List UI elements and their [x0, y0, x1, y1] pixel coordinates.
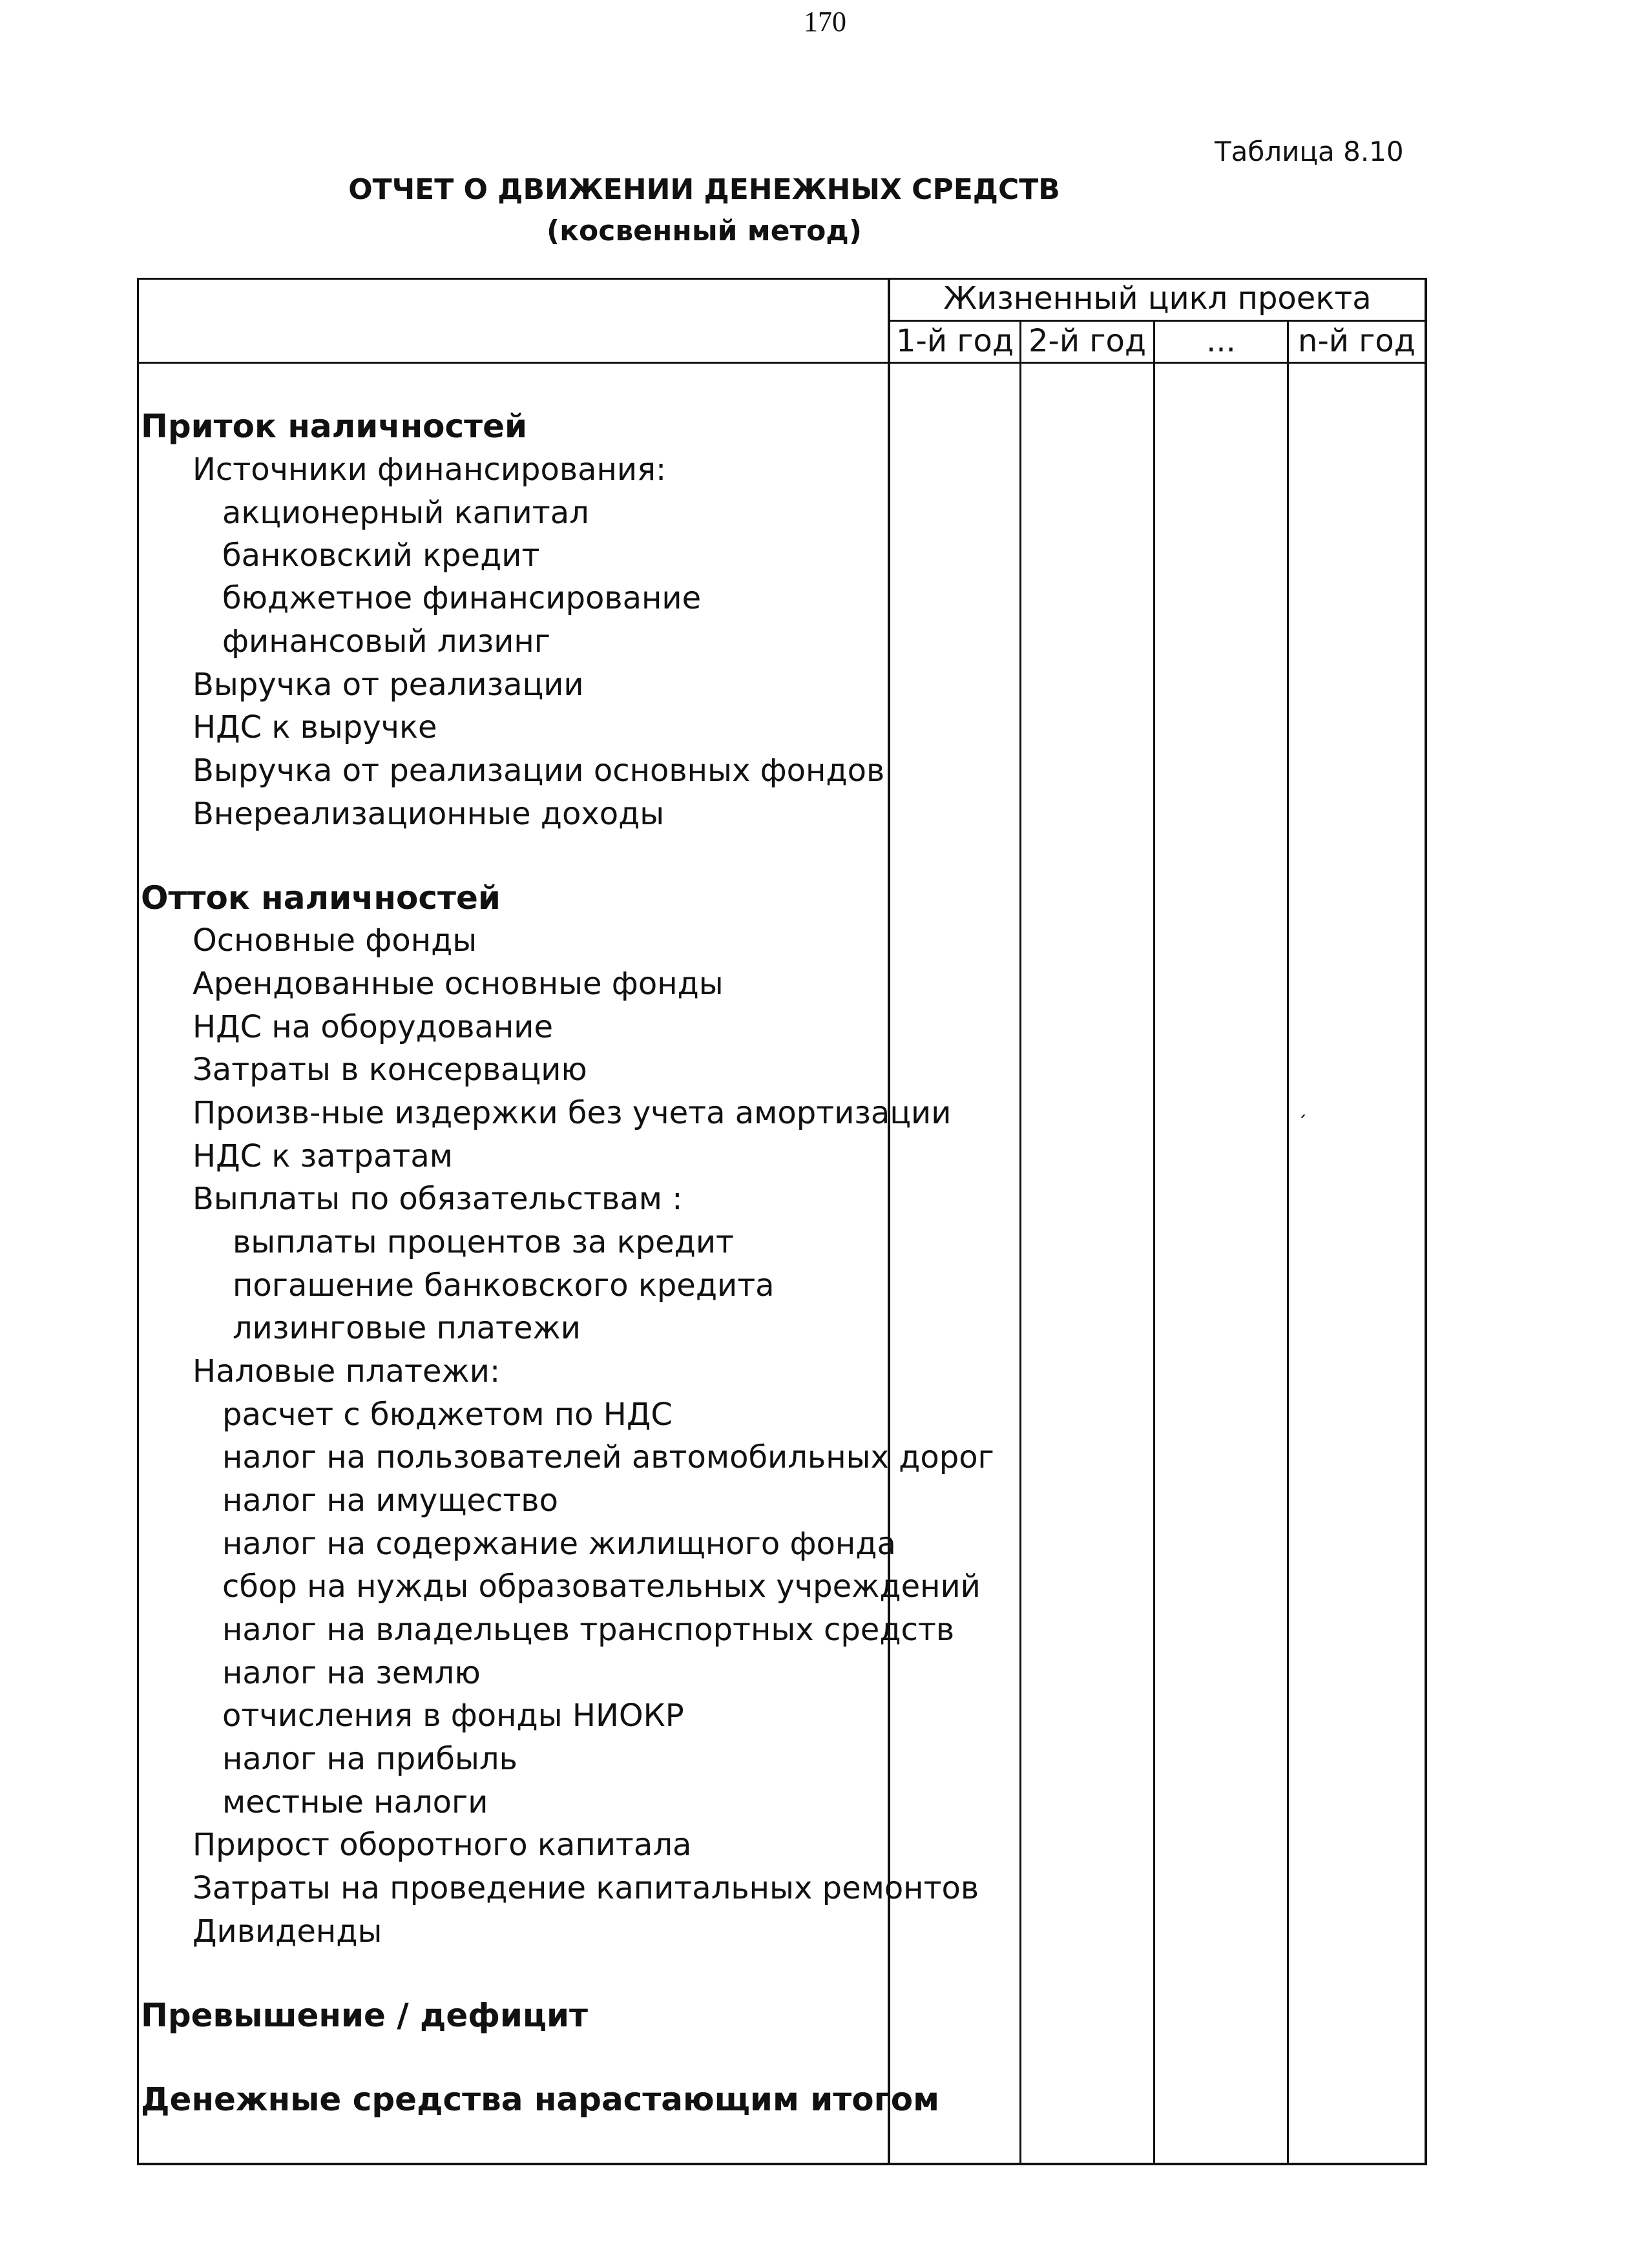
table-row-label: налог на содержание жилищного фонда: [222, 1526, 896, 1562]
table-row-label: Выплаты по обязательствам :: [193, 1181, 683, 1217]
table-row-label: Внереализационные доходы: [193, 796, 665, 832]
table-row-label: налог на пользователей автомобильных дорог: [222, 1439, 994, 1475]
table-row-label: Арендованные основные фонды: [193, 966, 724, 1002]
table-row-label: бюджетное финансирование: [222, 580, 702, 616]
table-row-label: НДС к выручке: [193, 709, 437, 745]
title-line-1: ОТЧЕТ О ДВИЖЕНИИ ДЕНЕЖНЫХ СРЕДСТВ: [348, 173, 1060, 206]
column-header-year-1: 1-й год: [895, 323, 1014, 359]
table-row-label: налог на землю: [222, 1655, 481, 1691]
table-row-label: банковский кредит: [222, 537, 540, 574]
table-row-label: налог на имущество: [222, 1483, 558, 1519]
section-heading: Отток наличностей: [141, 879, 501, 917]
table-row-label: налог на владельцев транспортных средств: [222, 1612, 955, 1648]
column-divider-1: [1019, 320, 1021, 2164]
table-row-label: сбор на нужды образовательных учреждений: [222, 1568, 981, 1605]
table-row-label: Основные фонды: [193, 922, 477, 959]
header-divider-bottom: [137, 362, 1426, 364]
table-border-left: [137, 278, 139, 2165]
table-row-label: Источники финансирования:: [193, 452, 667, 488]
header-life-cycle: Жизненный цикл проекта: [943, 280, 1372, 317]
page-number: 170: [804, 6, 846, 37]
table-row-label: акционерный капитал: [222, 495, 589, 531]
column-divider-3: [1287, 320, 1289, 2164]
table-row-label: Затраты на проведение капитальных ремонтов: [193, 1870, 979, 1906]
section-heading: Превышение / дефицит: [141, 1997, 588, 2034]
table-row-label: выплаты процентов за кредит: [233, 1224, 734, 1260]
table-row-label: отчисления в фонды НИОКР: [222, 1698, 684, 1734]
column-header-year-2: 2-й год: [1028, 323, 1147, 359]
column-header-year-n: n-й год: [1298, 323, 1415, 359]
table-border-bottom: [137, 2163, 1426, 2165]
table-row-label: финансовый лизинг: [222, 623, 551, 660]
table-number: Таблица 8.10: [1215, 136, 1404, 167]
table-row-label: Прирост оборотного капитала: [193, 1827, 692, 1863]
page-title: [0, 169, 1408, 252]
table-row-label: Затраты в консервацию: [193, 1052, 587, 1088]
table-border-right: [1425, 278, 1427, 2165]
table-row-label: налог на прибыль: [222, 1741, 517, 1777]
table-row-label: Дивиденды: [193, 1913, 382, 1950]
table-row-label: местные налоги: [222, 1784, 488, 1820]
table-row-label: НДС к затратам: [193, 1138, 453, 1174]
title-line-2: (косвенный метод): [547, 214, 862, 247]
table-row-label: НДС на оборудование: [193, 1009, 553, 1045]
section-heading: Денежные средства нарастающим итогом: [141, 2081, 939, 2118]
stray-mark: ˏ: [1297, 1096, 1307, 1119]
table-row-label: Выручка от реализации основных фондов: [193, 753, 885, 789]
table-row-label: Произв-ные издержки без учета амортизации: [193, 1095, 952, 1131]
column-divider-2: [1153, 320, 1155, 2164]
table-row-label: Выручка от реализации: [193, 667, 584, 703]
table-row-label: погашение банковского кредита: [233, 1267, 775, 1304]
table-row-label: Наловые платежи:: [193, 1353, 501, 1389]
section-heading: Приток наличностей: [141, 408, 528, 445]
table-row-label: лизинговые платежи: [233, 1310, 581, 1346]
column-header-ellipsis: ...: [1206, 323, 1236, 359]
table-row-label: расчет с бюджетом по НДС: [222, 1397, 673, 1433]
